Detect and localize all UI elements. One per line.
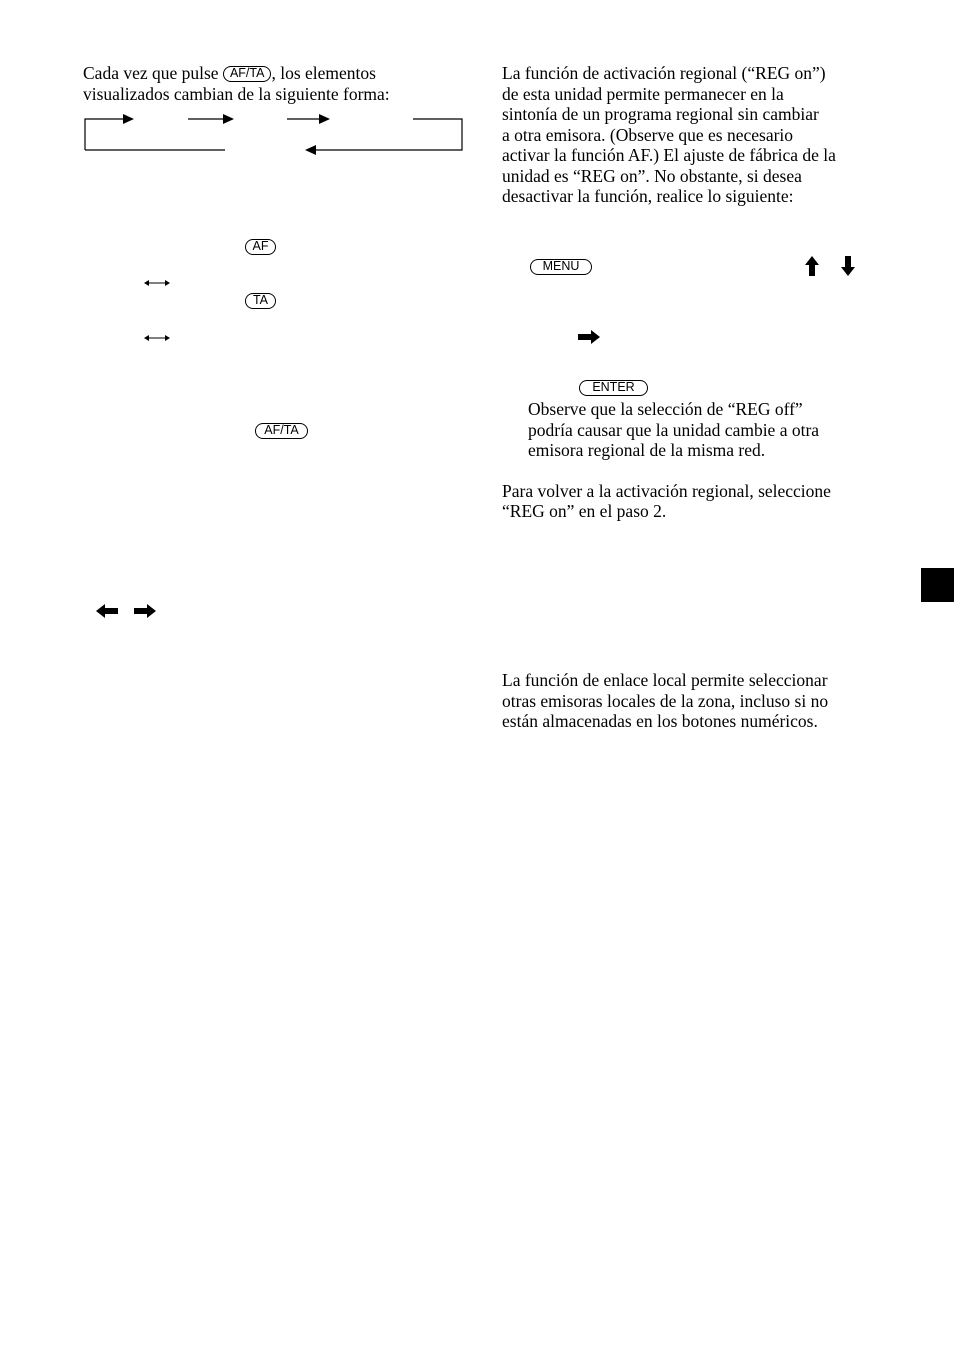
intro-line-2: visualizados cambian de la siguiente forma: [83, 84, 390, 104]
arrow-right-icon [134, 604, 158, 618]
intro-line-1: Cada vez que pulse AF/TA , los elementos [83, 63, 376, 83]
arrow-left-icon [305, 145, 316, 155]
double-arrow-icon [144, 278, 170, 288]
arrow-right-icon [319, 114, 330, 124]
menu-button[interactable]: MENU [530, 259, 592, 275]
arrow-down-icon [841, 256, 855, 276]
ta-button[interactable]: TA [245, 293, 276, 309]
arrow-right-icon [123, 114, 134, 124]
arrow-right-icon [223, 114, 234, 124]
double-arrow-icon [144, 333, 170, 343]
af-ta-button-inline[interactable]: AF/TA [223, 66, 272, 82]
af-button[interactable]: AF [245, 239, 276, 255]
arrow-up-icon [805, 256, 819, 276]
af-ta-button[interactable]: AF/TA [255, 423, 308, 439]
arrow-left-icon [96, 604, 120, 618]
enter-button[interactable]: ENTER [579, 380, 648, 396]
display-cycle-diagram [0, 0, 954, 200]
section-tab-marker [921, 568, 954, 602]
arrow-right-icon [578, 330, 600, 344]
